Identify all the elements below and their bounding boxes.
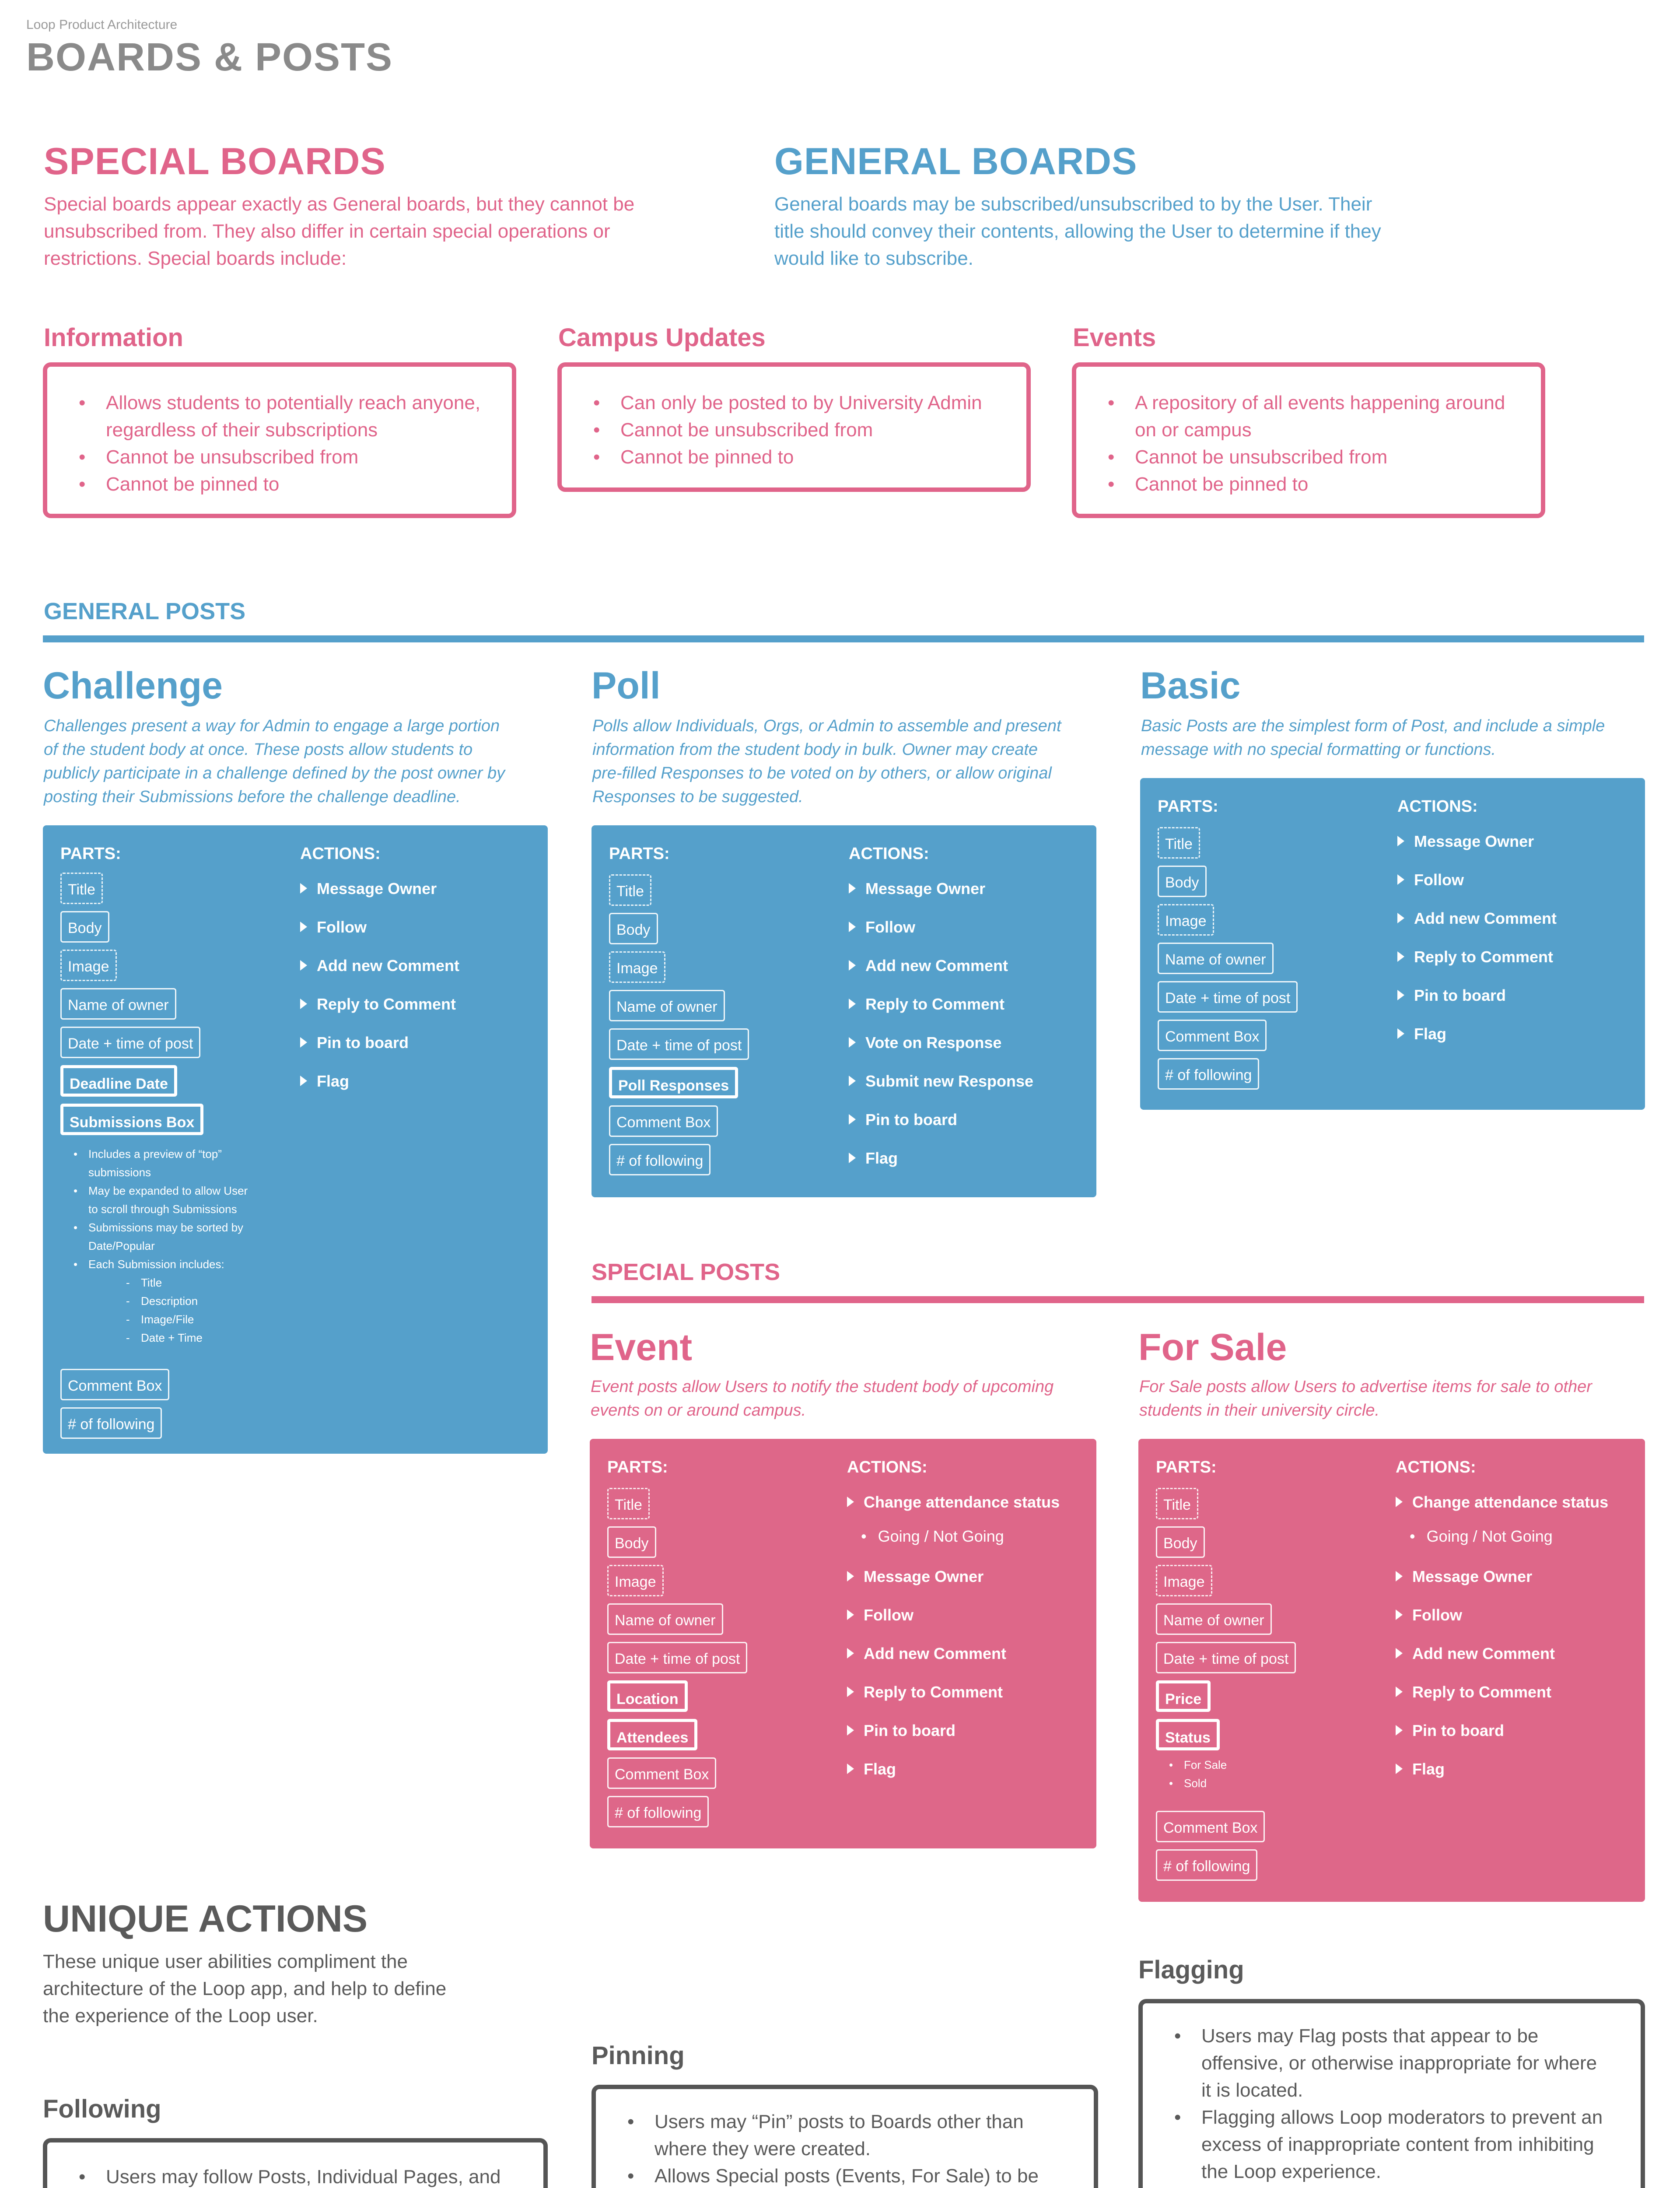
part-following: # of following	[1156, 1849, 1257, 1881]
events-title: Events	[1073, 323, 1156, 352]
action-flag: Flag	[300, 1072, 349, 1090]
special-posts-label: SPECIAL POSTS	[592, 1259, 780, 1285]
actions-label: ACTIONS:	[847, 1458, 928, 1476]
event-desc: Event posts allow Users to notify the student body of upcoming events on or around campus.	[591, 1378, 1054, 1420]
part-comment-box: Comment Box	[60, 1369, 169, 1400]
campus-updates-box: • Can only be posted to by University Admin • Cannot be unsubscribed from • Cannot be pinned to	[557, 362, 1031, 492]
part-date: Date + time of post	[1156, 1642, 1296, 1673]
action-message-owner: Message Owner	[300, 880, 437, 898]
page-title: BOARDS & POSTS	[26, 35, 393, 79]
action-pin: Pin to board	[1397, 986, 1506, 1005]
parts-label: PARTS:	[607, 1458, 668, 1476]
part-comment-box: Comment Box	[607, 1757, 716, 1789]
actions-label: ACTIONS:	[1396, 1458, 1476, 1476]
part-comment-box: Comment Box	[1158, 1020, 1267, 1051]
special-boards-title: SPECIAL BOARDS	[44, 140, 386, 182]
action-message-owner: Message Owner	[847, 1567, 984, 1586]
action-vote-response: Vote on Response	[849, 1034, 1001, 1052]
general-boards-title: GENERAL BOARDS	[774, 140, 1138, 182]
action-reply-comment: Reply to Comment	[1396, 1683, 1551, 1701]
basic-title: Basic	[1140, 665, 1241, 707]
attendance-options: • Going / Not Going	[1410, 1527, 1553, 1545]
action-flag: Flag	[847, 1760, 896, 1778]
part-date: Date + time of post	[60, 1027, 200, 1058]
part-date: Date + time of post	[609, 1028, 749, 1060]
status-notes: • For Sale • Sold	[1156, 1756, 1331, 1792]
action-message-owner: Message Owner	[1397, 832, 1534, 851]
pinning-title: Pinning	[592, 2041, 685, 2070]
part-owner: Name of owner	[60, 988, 176, 1020]
information-line-2: regardless of their subscriptions	[106, 419, 378, 441]
event-panel	[590, 1439, 1096, 1848]
action-add-comment: Add new Comment	[1397, 909, 1557, 928]
part-image: Image	[607, 1565, 664, 1596]
attendance-options: • Going / Not Going	[861, 1527, 1004, 1545]
general-posts-rule	[43, 635, 1644, 642]
action-pin: Pin to board	[847, 1722, 956, 1740]
parts-label: PARTS:	[1156, 1458, 1217, 1476]
following-box: • Users may follow Posts, Individual Pages, and	[43, 2138, 548, 2188]
part-image: Image	[609, 951, 665, 983]
part-following: # of following	[609, 1144, 710, 1175]
flagging-box: • Users may Flag posts that appear to be offensive, or otherwise inappropriate for where it is located. • Flagging allows Loop moderators to prevent an excess of inappropriate content from inhibiting the Loop experience. •	[1138, 1999, 1645, 2188]
action-reply-comment: Reply to Comment	[849, 995, 1004, 1013]
action-pin: Pin to board	[849, 1111, 957, 1129]
special-boards-desc: Special boards appear exactly as General boards, but they cannot be unsubscribed from. They also differ in certain special operations or restrictions. Special boards include:	[44, 193, 635, 269]
general-boards-desc: General boards may be subscribed/unsubscribed to by the User. Their title should convey their contents, allowing the User to determine if they would like to subscribe.	[774, 193, 1381, 269]
action-message-owner: Message Owner	[1396, 1567, 1532, 1586]
parts-label: PARTS:	[60, 845, 121, 863]
challenge-panel	[43, 825, 548, 1454]
part-body: Body	[607, 1526, 656, 1558]
part-body: Body	[609, 913, 658, 944]
actions-label: ACTIONS:	[1397, 797, 1478, 816]
part-price: Price	[1156, 1680, 1211, 1712]
pinning-box: • Users may “Pin” posts to Boards other than where they were created. • Allows Special posts (Events, For Sale) to be	[592, 2085, 1098, 2188]
submissions-notes: • Includes a preview of “top” submissions • May be expanded to allow User to scroll through Submissions • Submissions may be sorted by Date/Popular • Each Submission includes: - Title - Description - Image/File - Date + Time	[60, 1145, 297, 1347]
information-box: • Allows students to potentially reach anyone, regardless of their subscriptions • Cannot be unsubscribed from • Cannot be pinned to	[43, 362, 516, 518]
flagging-title: Flagging	[1138, 1956, 1244, 1984]
part-following: # of following	[607, 1796, 709, 1827]
parts-label: PARTS:	[609, 845, 670, 863]
action-reply-comment: Reply to Comment	[300, 995, 456, 1013]
part-body: Body	[1156, 1526, 1205, 1558]
poll-desc: Polls allow Individuals, Orgs, or Admin to assemble and present information from the student body in bulk. Owner may create pre-filled Responses to be voted on by others, or allow original Responses to be suggested.	[592, 717, 1061, 806]
part-body: Body	[1158, 866, 1207, 897]
parts-label: PARTS:	[1158, 797, 1218, 816]
event-title: Event	[590, 1326, 693, 1368]
part-title: Title	[60, 873, 103, 904]
information-title: Information	[44, 323, 183, 352]
action-follow: Follow	[847, 1606, 914, 1624]
for-sale-title: For Sale	[1138, 1326, 1287, 1368]
part-title: Title	[1156, 1488, 1198, 1519]
part-title: Title	[607, 1488, 650, 1519]
action-follow: Follow	[300, 918, 367, 936]
events-box: • A repository of all events happening around on or campus • Cannot be unsubscribed from • Cannot be pinned to	[1072, 362, 1545, 518]
action-add-comment: Add new Comment	[1396, 1645, 1555, 1663]
poll-title: Poll	[592, 665, 661, 707]
part-submissions: Submissions Box	[60, 1104, 203, 1135]
part-image: Image	[1156, 1565, 1212, 1596]
action-add-comment: Add new Comment	[300, 957, 459, 975]
part-title: Title	[1158, 827, 1200, 859]
part-comment-box: Comment Box	[609, 1105, 718, 1137]
part-owner: Name of owner	[1158, 943, 1274, 974]
part-date: Date + time of post	[1158, 981, 1298, 1013]
action-follow: Follow	[1396, 1606, 1462, 1624]
action-follow: Follow	[1397, 871, 1464, 889]
basic-desc: Basic Posts are the simplest form of Post, and include a simple message with no special formatting or functions.	[1141, 717, 1605, 759]
part-date: Date + time of post	[607, 1642, 747, 1673]
part-image: Image	[1158, 904, 1214, 936]
action-submit-response: Submit new Response	[849, 1072, 1033, 1090]
part-poll-responses: Poll Responses	[609, 1067, 738, 1098]
actions-label: ACTIONS:	[300, 845, 381, 863]
poll-panel	[592, 825, 1096, 1197]
action-pin: Pin to board	[1396, 1722, 1504, 1740]
unique-actions-desc: These unique user abilities compliment the architecture of the Loop app, and help to define the experience of the Loop user.	[43, 1951, 447, 2027]
part-owner: Name of owner	[1156, 1603, 1272, 1635]
part-deadline: Deadline Date	[60, 1065, 177, 1097]
part-body: Body	[60, 911, 109, 943]
part-attendees: Attendees	[607, 1719, 697, 1750]
general-posts-label: GENERAL POSTS	[44, 598, 246, 624]
action-flag: Flag	[1397, 1025, 1446, 1043]
for-sale-desc: For Sale posts allow Users to advertise items for sale to other students in their university circle.	[1139, 1378, 1592, 1420]
part-following: # of following	[1158, 1058, 1259, 1090]
action-flag: Flag	[1396, 1760, 1445, 1778]
part-image: Image	[60, 950, 117, 981]
special-posts-rule	[592, 1296, 1644, 1303]
part-owner: Name of owner	[609, 990, 725, 1021]
doc-label: Loop Product Architecture	[26, 18, 178, 32]
action-message-owner: Message Owner	[849, 880, 985, 898]
action-add-comment: Add new Comment	[849, 957, 1008, 975]
part-owner: Name of owner	[607, 1603, 723, 1635]
challenge-title: Challenge	[43, 665, 223, 707]
campus-updates-title: Campus Updates	[558, 323, 766, 352]
basic-panel	[1140, 778, 1645, 1110]
part-status: Status	[1156, 1719, 1220, 1750]
action-change-attendance: Change attendance status	[1396, 1493, 1608, 1511]
action-flag: Flag	[849, 1149, 898, 1168]
part-comment-box: Comment Box	[1156, 1811, 1265, 1842]
actions-label: ACTIONS:	[849, 845, 929, 863]
action-reply-comment: Reply to Comment	[847, 1683, 1003, 1701]
action-follow: Follow	[849, 918, 915, 936]
for-sale-panel	[1138, 1439, 1645, 1902]
action-change-attendance: Change attendance status	[847, 1493, 1060, 1511]
part-title: Title	[609, 874, 651, 906]
part-following: # of following	[60, 1407, 162, 1439]
following-title: Following	[43, 2095, 161, 2123]
part-location: Location	[607, 1680, 688, 1712]
action-pin: Pin to board	[300, 1034, 409, 1052]
unique-actions-title: UNIQUE ACTIONS	[43, 1898, 368, 1940]
action-add-comment: Add new Comment	[847, 1645, 1006, 1663]
challenge-desc: Challenges present a way for Admin to engage a large portion of the student body at once. These posts allow students to publicly participate in a challenge defined by the post owner by posting their Submissions before the challenge deadline.	[44, 717, 505, 806]
action-reply-comment: Reply to Comment	[1397, 948, 1553, 966]
